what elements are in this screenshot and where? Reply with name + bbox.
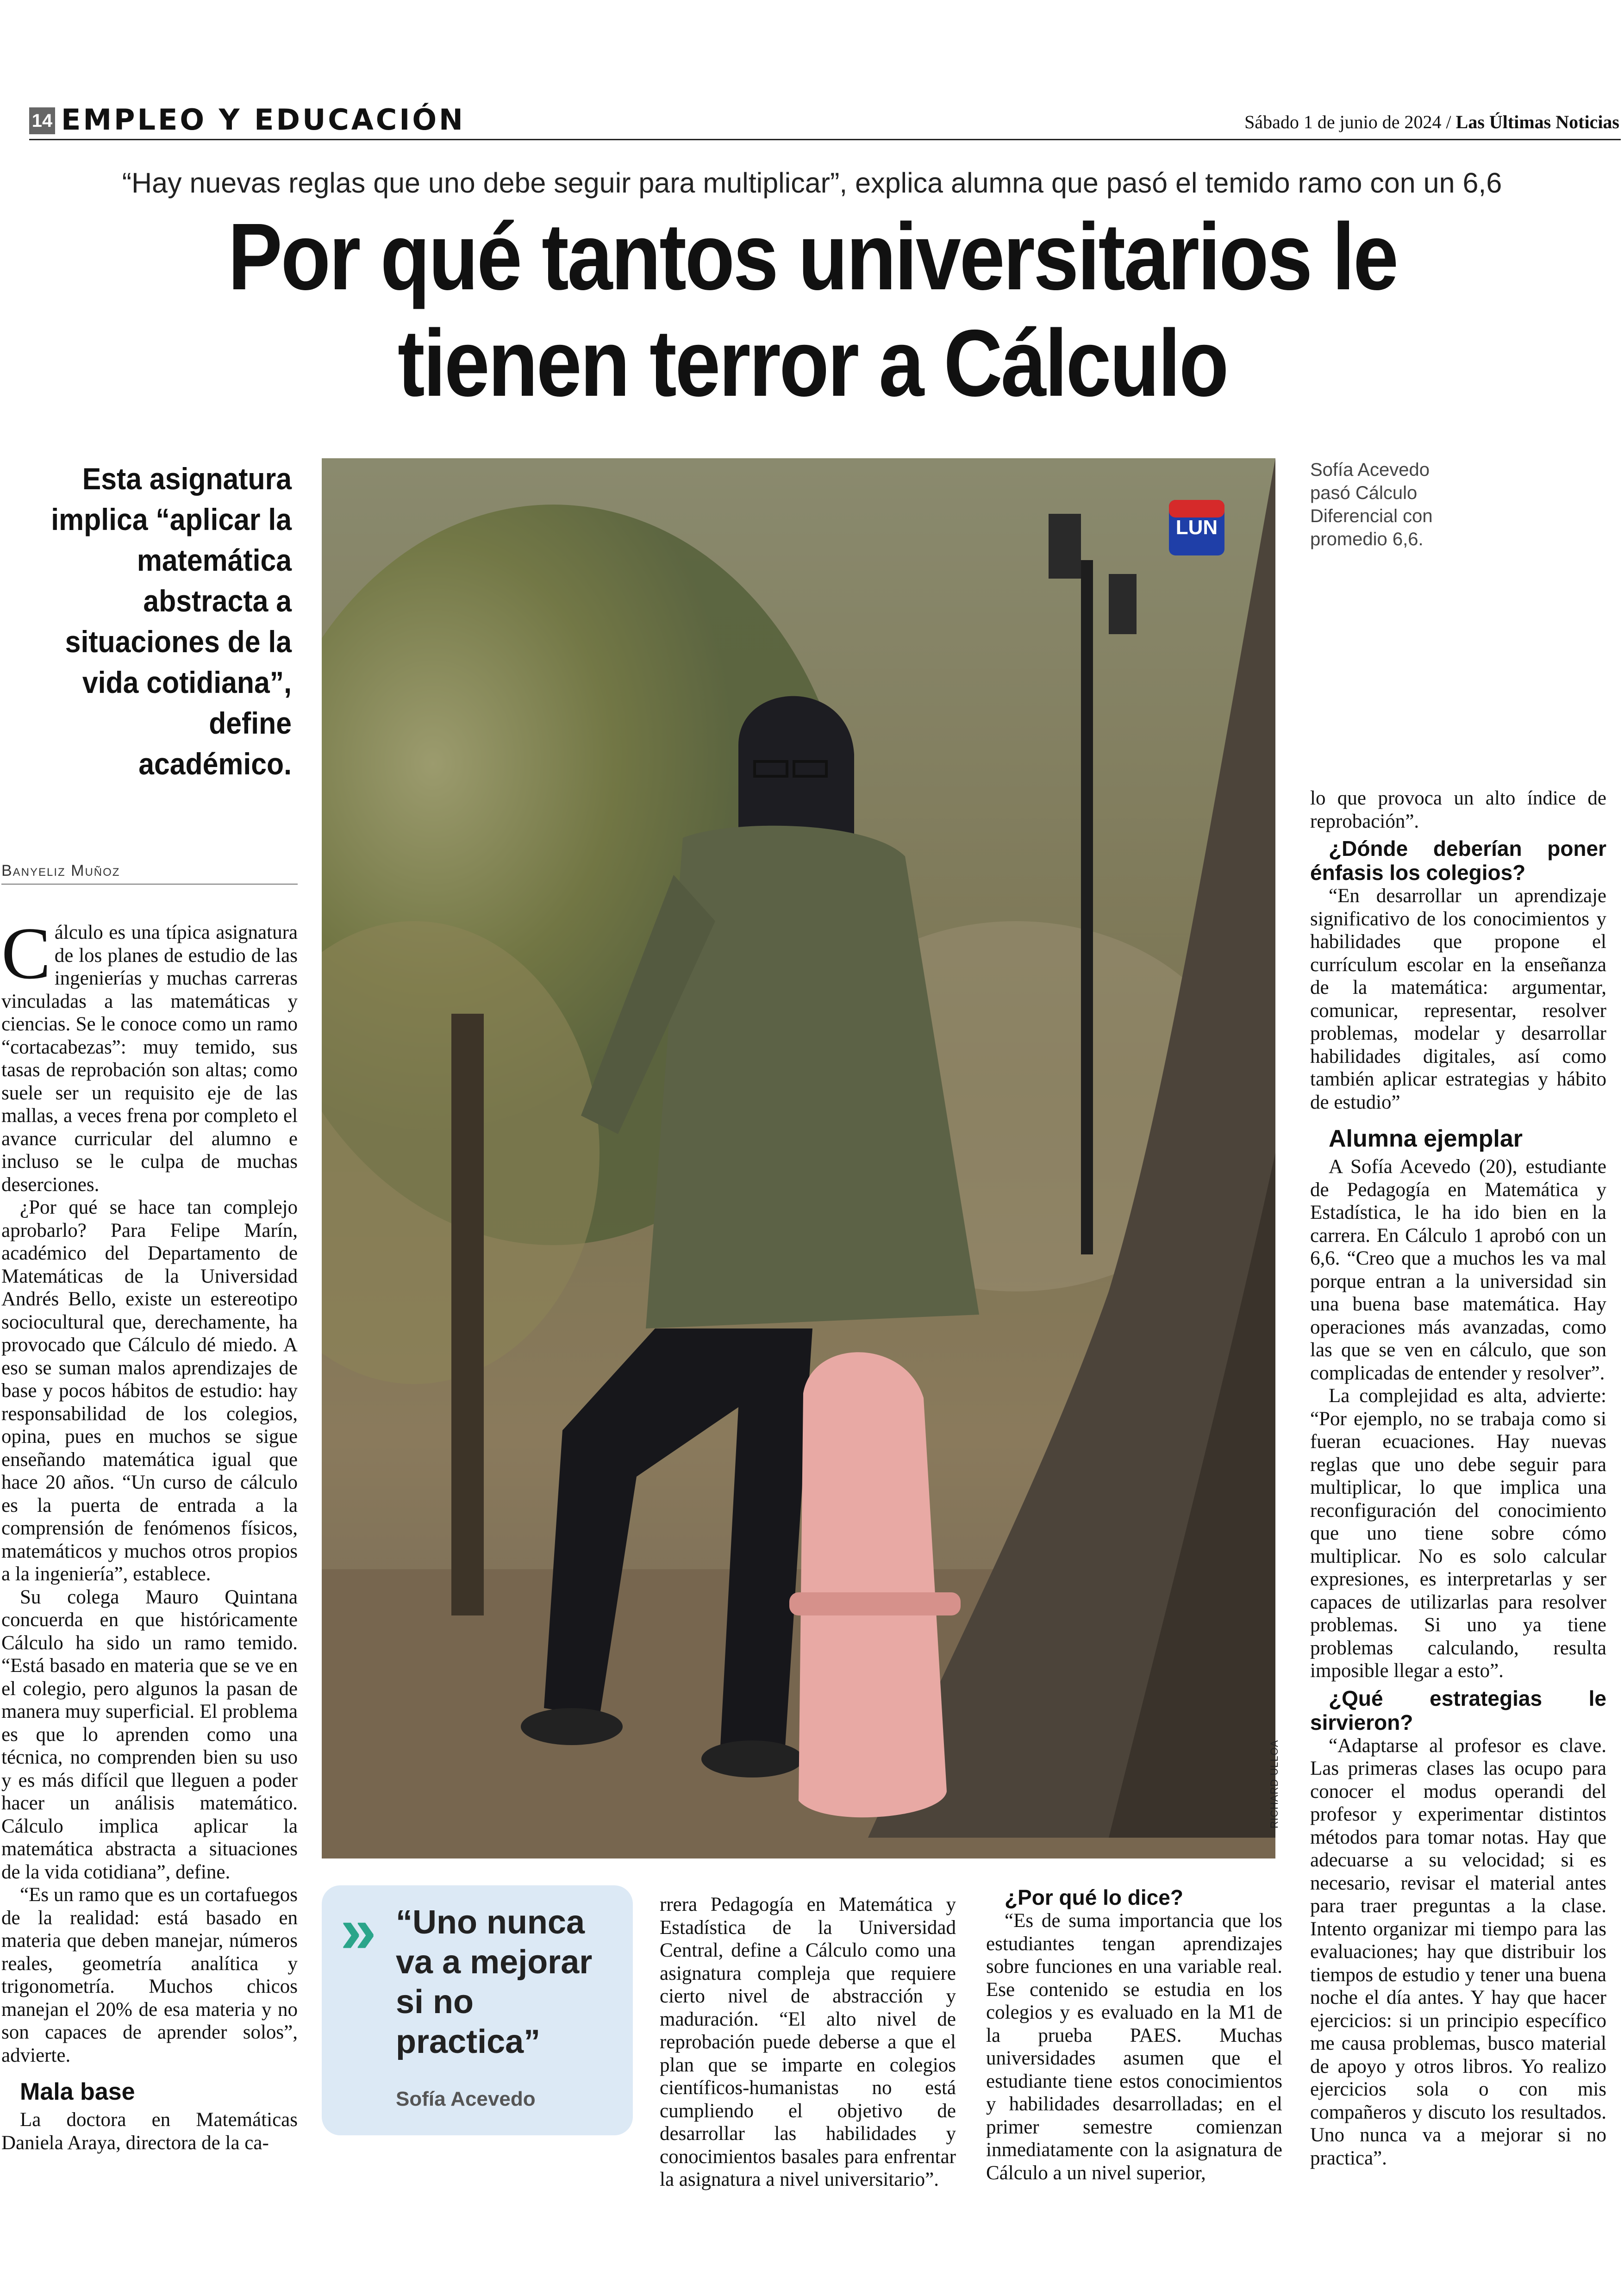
section-title: EMPLEO Y EDUCACIÓN	[61, 103, 465, 137]
column-1-paragraph-1	[1, 912, 298, 1196]
dropcap: C	[1, 912, 51, 994]
question-por-que-lo-dice: ¿Por qué lo dice?	[1005, 1885, 1183, 1909]
column-1-paragraph-2: ¿Por qué se hace tan complejo aprobarlo? Para Felipe Marín, académico del Departamento de Matemáticas de la Universidad Andrés Bello, existe un estereotipo sociocultural que, derechamente, ha provocado que Cálculo dé miedo. A eso se suman malos aprendizajes de base y pocos hábitos de estudio: hay responsabilidad de los colegios, opina, pues en muchos se sigue enseñando matemática igual que hace 20 años. “Un curso de cálculo es la puerta de entrada a la comprensión de fenómenos físicos, matemáticos y muchos otros propios a la ingeniería”, establece.	[1, 1197, 298, 1585]
column-4-paragraph-3: A Sofía Acevedo (20), estudiante de Pedagogía en Matemática y Estadística, le ha ido bien en la carrera. En Cálculo 1 aprobó con un 6,6. “Creo que a muchos les va mal porque entran a la universidad sin una buena base matemática. Hay operaciones más avanzadas, como las que se ven en cálculo, que son complicadas de entender y resolver”.	[1310, 1156, 1606, 1384]
column-1-paragraph-5: La doctora en Matemáticas Daniela Araya, directora de la ca-	[1, 2109, 298, 2154]
publication-name: Las Últimas Noticias	[1455, 112, 1619, 132]
column-1-text-1: álculo es una típica asignatura de los planes de estudio de las ingenierías y muchas carreras vinculadas a las matemáticas y ciencias. Se le conoce como un ramo “cortacabezas”: muy temido, sus tasas de reprobación son altas; como suele ser un requisito eje de las mallas, a veces frena por completo el avance curricular del alumno e incluso se le culpa de muchas deserciones.	[1, 922, 298, 1196]
headline-line-2: tienen terror a Cálculo	[397, 310, 1228, 416]
quote-chevron-icon: »	[340, 1894, 376, 1966]
byline: Banyeliz Muñoz	[1, 862, 298, 885]
column-1	[1, 912, 298, 2154]
lun-logo-text: LUN	[1175, 516, 1218, 539]
headline-line-1: Por qué tantos universitarios le	[228, 204, 1397, 310]
pullquote-author: Sofía Acevedo	[396, 2088, 536, 2110]
subhead-alumna-ejemplar: Alumna ejemplar	[1329, 1125, 1523, 1152]
subhead-mala-base: Mala base	[20, 2078, 135, 2105]
date: Sábado 1 de junio de 2024 /	[1244, 112, 1456, 132]
column-1-paragraph-4: “Es un ramo que es un cortafuegos de la realidad: está basado en materia que deben manejar, números reales, geometría analítica y trigonometría. Muchos chicos manejan el 20% de esa materia y no son capaces de aprender solos”, advierte.	[1, 1884, 298, 2066]
question-estrategias: ¿Qué estrategias le sirvieron?	[1310, 1686, 1606, 1734]
photo-caption: Sofía Acevedo pasó Cálculo Diferencial con promedio 6,6.	[1310, 460, 1433, 549]
column-4-paragraph-5: “Adaptarse al profesor es clave. Las primeras clases las ocupo para conocer el modus operandi del profesor y experimentar distintos métodos para tomar notas. Hay que adecuarse a su velocidad; si es necesario, revisar el material antes para traer preguntas a la clase. Intento organizar mi tiempo para las evaluaciones; hay que distribuir los tiempos de estudio y tener una buena noche el día antes. Y hay que hacer ejercicios: si un principio específico me causa problemas, busco material de apoyo y otros libros. Yo realizo ejercicios sola o con mis compañeros y discuto los resultados. Uno nunca va a mejorar si no practica”.	[1310, 1734, 1606, 2169]
column-4	[1310, 787, 1606, 2170]
pullquote-text: “Uno nunca va a mejorar si no practica”	[396, 1904, 593, 2060]
photo-illustration	[322, 458, 1275, 1858]
question-enfasis-colegios: ¿Dónde deberían poner énfasis los colegios?	[1310, 836, 1606, 885]
column-2-paragraph-1: rrera Pedagogía en Matemática y Estadística de la Universidad Central, define a Cálculo como una asignatura compleja que requiere cierto nivel de abstracción y maduración. “El alto nivel de reprobación puede deberse a que el plan que se imparte en colegios científicos-humanistas no está cumpliendo el objetivo de desarrollar las habilidades y conocimientos basales para enfrentar la asignatura a nivel universitario”.	[660, 1894, 956, 2190]
photo	[322, 458, 1275, 1858]
column-1-paragraph-3: Su colega Mauro Quintana concuerda en que históricamente Cálculo ha sido un ramo temido. “Está basado en materia que se ve en el colegio, pero algunos la pasan de manera muy superficial. El problema es que lo aprenden como una técnica, no comprenden bien su uso y es más difícil que lleguen a poder hacer un análisis matemático. Cálculo implica aplicar la matemática abstracta a situaciones de la vida cotidiana”, define.	[1, 1586, 298, 1883]
deck: Esta asignatura implica “aplicar la matemática abstracta a situaciones de la vida cotidiana”, define académico.	[51, 461, 292, 781]
headline	[146, 204, 1480, 417]
column-2	[660, 1893, 956, 2191]
header-rule	[29, 139, 1621, 140]
kicker: “Hay nuevas reglas que uno debe seguir para multiplicar”, explica alumna que pasó el temido ramo con un 6,6	[122, 167, 1502, 199]
column-3	[986, 1885, 1282, 2184]
column-4-paragraph-1: lo que provoca un alto índice de reprobación”.	[1310, 787, 1606, 832]
page-number: 14	[29, 107, 55, 134]
dateline	[976, 111, 1624, 133]
column-3-paragraph-1: “Es de suma importancia que los estudiantes tengan aprendizajes sobre funciones en una variable real. Ese contenido se estudia en los colegios y es evaluado en la M1 de la prueba PAES. Muchas universidades asumen que el estudiante tiene estos conocimientos y habilidades desarrolladas; en el primer semestre comienzan inmediatamente con la asignatura de Cálculo a un nivel superior,	[986, 1910, 1282, 2184]
column-4-paragraph-4: La complejidad es alta, advierte: “Por ejemplo, no se trabaja como si fueran ecuaciones. Hay nuevas reglas que uno debe seguir para multiplicar, lo que implica una reconfiguración del conocimiento que uno tiene sobre cómo multiplicar. No es solo calcular expresiones, es interpretarlas y ser capaces de utilizarlas para resolver problemas. Si uno ya tiene problemas calculando, resulta imposible llegar a esto”.	[1310, 1385, 1606, 1682]
column-4-paragraph-2: “En desarrollar un aprendizaje significativo de los conocimientos y habilidades que propone el currículum escolar en la enseñanza de la matemática: argumentar, comunicar, representar, resolver problemas, modelar y desarrollar habilidades digitales, así como también aplicar estrategias y hábito de estudio”	[1310, 885, 1606, 1113]
photo-credit: RICHARD ULLOA	[1268, 1740, 1280, 1828]
